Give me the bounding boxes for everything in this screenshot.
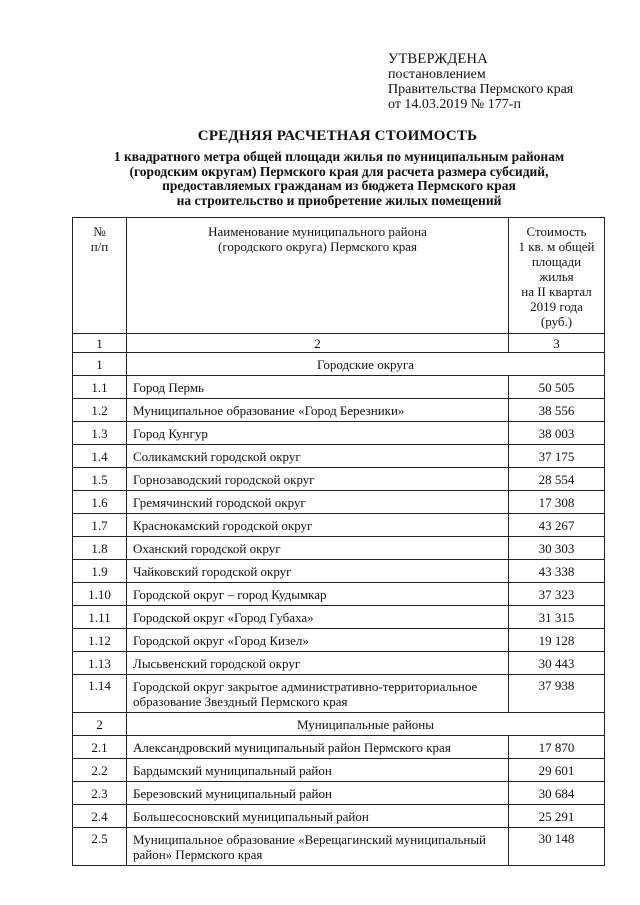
row-name: Краснокамский городской округ bbox=[127, 514, 509, 537]
row-number: 2.1 bbox=[73, 736, 127, 759]
row-number: 1.11 bbox=[73, 606, 127, 629]
row-value: 38 003 bbox=[509, 422, 605, 445]
section-row bbox=[73, 713, 605, 736]
table-row bbox=[73, 422, 605, 445]
row-name: Чайковский городской округ bbox=[127, 560, 509, 583]
row-number: 2.3 bbox=[73, 782, 127, 805]
row-number: 2.4 bbox=[73, 805, 127, 828]
row-name: Большесосновский муниципальный район bbox=[127, 805, 509, 828]
row-number: 1.2 bbox=[73, 399, 127, 422]
row-value: 43 338 bbox=[509, 560, 605, 583]
row-value: 31 315 bbox=[509, 606, 605, 629]
row-value: 19 128 bbox=[509, 629, 605, 652]
column-index: 3 bbox=[509, 334, 605, 353]
row-value: 37 323 bbox=[509, 583, 605, 606]
row-number: 1.13 bbox=[73, 652, 127, 675]
table-row bbox=[73, 782, 605, 805]
row-value: 30 148 bbox=[509, 828, 605, 866]
row-number: 1.8 bbox=[73, 537, 127, 560]
table-row bbox=[73, 606, 605, 629]
document-subtitle bbox=[64, 150, 614, 208]
header-number: № п/п bbox=[73, 218, 127, 334]
row-name: Город Кунгур bbox=[127, 422, 509, 445]
row-number: 2.5 bbox=[73, 828, 127, 866]
table-row bbox=[73, 805, 605, 828]
row-value: 17 870 bbox=[509, 736, 605, 759]
row-number: 1.6 bbox=[73, 491, 127, 514]
row-name: Соликамский городской округ bbox=[127, 445, 509, 468]
row-number: 1.1 bbox=[73, 376, 127, 399]
row-name: Муниципальное образование «Верещагинский муниципальный район» Пермского края bbox=[127, 828, 509, 866]
table-row bbox=[73, 376, 605, 399]
column-index: 1 bbox=[73, 334, 127, 353]
row-name: Бардымский муниципальный район bbox=[127, 759, 509, 782]
subtitle-line: 1 квадратного метра общей площади жилья по муниципальным районам bbox=[113, 149, 565, 164]
row-value: 37 938 bbox=[509, 675, 605, 713]
row-name: Гремячинский городской округ bbox=[127, 491, 509, 514]
row-number: 1.4 bbox=[73, 445, 127, 468]
row-value: 30 303 bbox=[509, 537, 605, 560]
approval-heading: УТВЕРЖДЕНА bbox=[388, 51, 488, 67]
row-name: Муниципальное образование «Город Березники» bbox=[127, 399, 509, 422]
column-index-row bbox=[73, 334, 605, 353]
row-number: 1.14 bbox=[73, 675, 127, 713]
table-row bbox=[73, 514, 605, 537]
table-row bbox=[73, 828, 605, 866]
row-name: Оханский городской округ bbox=[127, 537, 509, 560]
section-number: 2 bbox=[73, 713, 127, 736]
row-value: 28 554 bbox=[509, 468, 605, 491]
row-name: Городской округ «Город Кизел» bbox=[127, 629, 509, 652]
row-number: 2.2 bbox=[73, 759, 127, 782]
table-row bbox=[73, 491, 605, 514]
table-row bbox=[73, 652, 605, 675]
column-index: 2 bbox=[127, 334, 509, 353]
row-value: 30 684 bbox=[509, 782, 605, 805]
row-name: Городской округ «Город Губаха» bbox=[127, 606, 509, 629]
table-row bbox=[73, 468, 605, 491]
document-title: СРЕДНЯЯ РАСЧЕТНАЯ СТОИМОСТЬ bbox=[197, 128, 478, 144]
row-name: Лысьвенский городской округ bbox=[127, 652, 509, 675]
row-name: Городской округ – город Кудымкар bbox=[127, 583, 509, 606]
row-number: 1.12 bbox=[73, 629, 127, 652]
row-value: 43 267 bbox=[509, 514, 605, 537]
section-label: Муниципальные районы bbox=[127, 713, 605, 736]
table-row bbox=[73, 583, 605, 606]
row-value: 50 505 bbox=[509, 376, 605, 399]
table-row bbox=[73, 759, 605, 782]
approval-line: постановлением bbox=[388, 67, 486, 82]
row-value: 38 556 bbox=[509, 399, 605, 422]
row-number: 1.10 bbox=[73, 583, 127, 606]
subtitle-line: на строительство и приобретение жилых помещений bbox=[176, 192, 502, 208]
row-name: Горнозаводский городской округ bbox=[127, 468, 509, 491]
row-value: 29 601 bbox=[509, 759, 605, 782]
row-name: Город Пермь bbox=[127, 376, 509, 399]
row-name: Александровский муниципальный район Пермского края bbox=[127, 736, 509, 759]
row-name: Городской округ закрытое административно-территориальное образование Звездный Пермского края bbox=[127, 675, 509, 713]
subtitle-line: (городским округам) Пермского края для расчета размера субсидий, bbox=[129, 163, 549, 179]
row-name: Березовский муниципальный район bbox=[127, 782, 509, 805]
table-row bbox=[73, 445, 605, 468]
subtitle-line: предоставляемых гражданам из бюджета Пермского края bbox=[162, 178, 516, 193]
table-row bbox=[73, 629, 605, 652]
approval-block bbox=[388, 52, 573, 112]
row-value: 17 308 bbox=[509, 491, 605, 514]
approval-line: от 14.03.2019 № 177-п bbox=[388, 97, 521, 112]
table-header-row bbox=[73, 218, 605, 334]
header-name: Наименование муниципального района (городского округа) Пермского края bbox=[127, 218, 509, 334]
table-row bbox=[73, 560, 605, 583]
table-row bbox=[73, 736, 605, 759]
row-number: 1.3 bbox=[73, 422, 127, 445]
table-row bbox=[73, 675, 605, 713]
row-number: 1.5 bbox=[73, 468, 127, 491]
section-number: 1 bbox=[73, 353, 127, 376]
table-row bbox=[73, 537, 605, 560]
cost-table bbox=[72, 217, 605, 866]
section-label: Городские округа bbox=[127, 353, 605, 376]
row-number: 1.7 bbox=[73, 514, 127, 537]
row-value: 25 291 bbox=[509, 805, 605, 828]
approval-line: Правительства Пермского края bbox=[388, 82, 574, 97]
section-row bbox=[73, 353, 605, 376]
row-number: 1.9 bbox=[73, 560, 127, 583]
row-value: 30 443 bbox=[509, 652, 605, 675]
header-value: Стоимость 1 кв. м общей площади жилья на II квартал 2019 года (руб.) bbox=[509, 218, 605, 334]
table-row bbox=[73, 399, 605, 422]
row-value: 37 175 bbox=[509, 445, 605, 468]
